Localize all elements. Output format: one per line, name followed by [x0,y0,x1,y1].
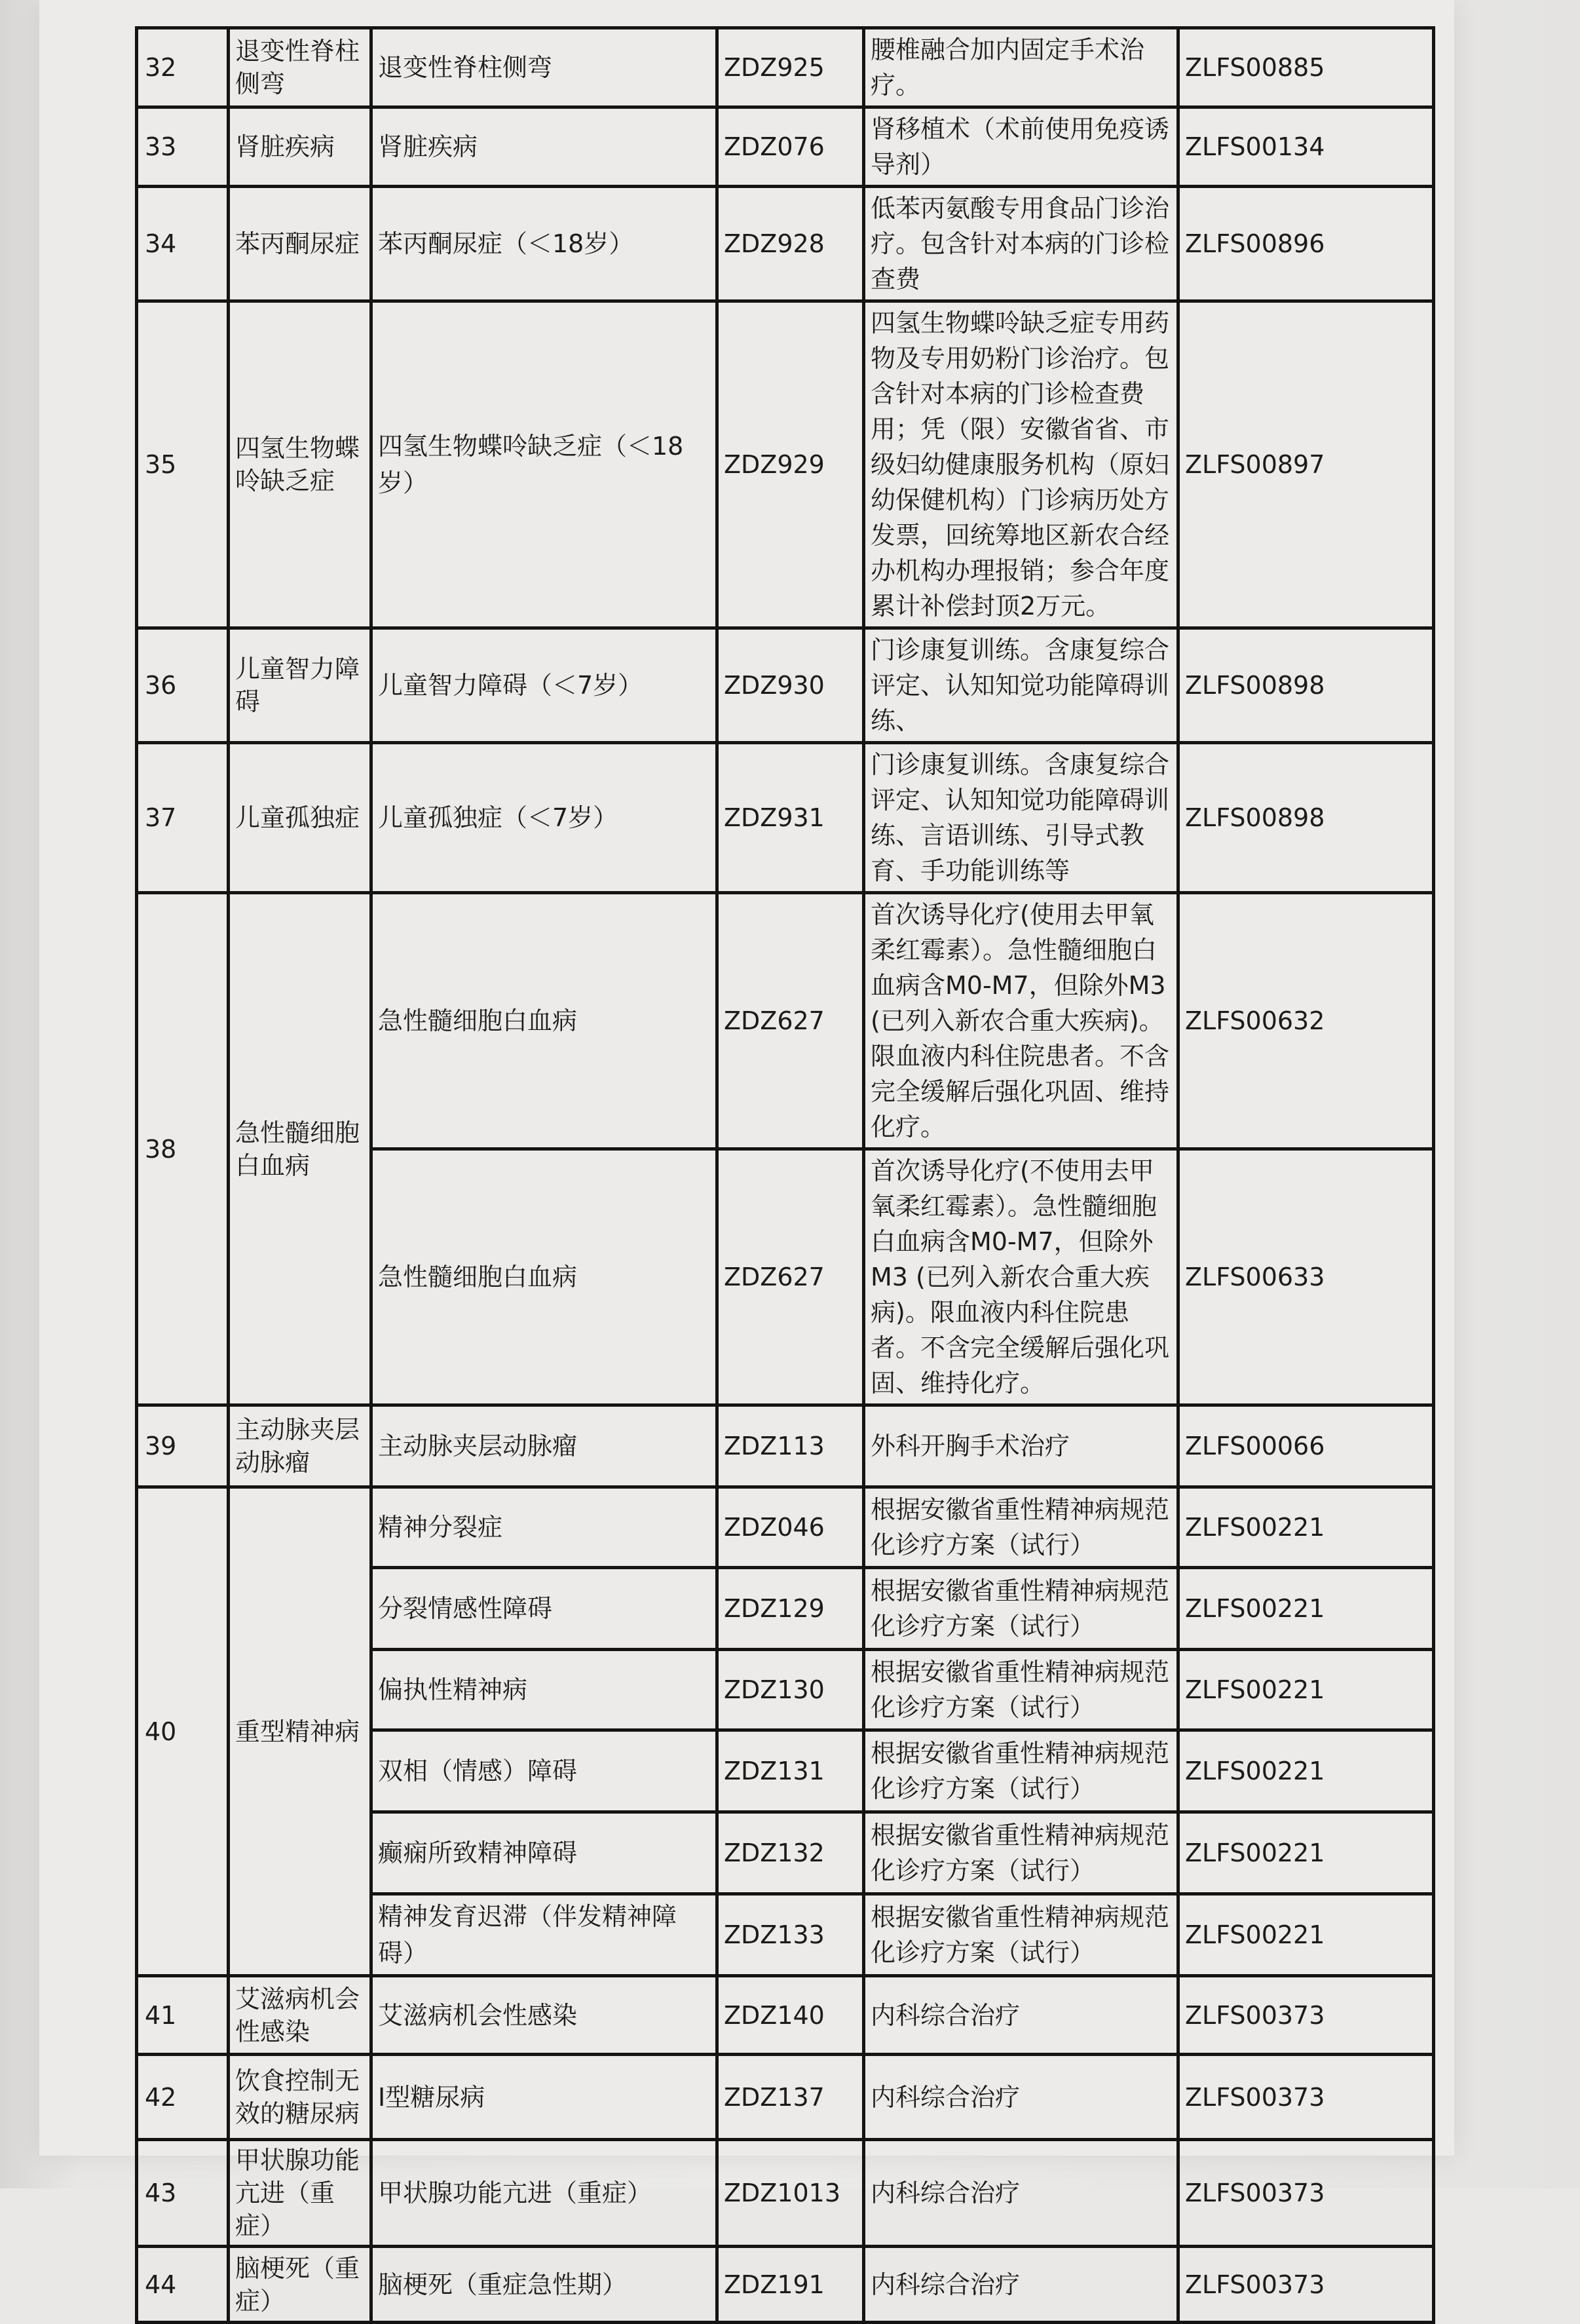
row-number: 34 [137,187,229,301]
row-number: 43 [137,2140,229,2247]
scheme-cell: 低苯丙氨酸专用食品门诊治疗。包含针对本病的门诊检查费 [864,187,1178,301]
code-cell: ZDZ131 [717,1730,864,1812]
fs-code-cell: ZLFS00221 [1178,1487,1434,1568]
disease-cell: 双相（情感）障碍 [371,1730,717,1812]
disease-cell: 苯丙酮尿症（＜18岁） [371,187,717,301]
code-cell: ZDZ132 [717,1812,864,1894]
scheme-cell: 根据安徽省重性精神病规范化诊疗方案（试行） [864,1812,1178,1894]
code-cell: ZDZ140 [717,1976,864,2055]
row-number: 38 [137,893,229,1405]
table-row [137,2055,1434,2140]
fs-code-cell: ZLFS00221 [1178,1730,1434,1812]
category-cell: 肾脏疾病 [229,107,371,187]
table-row [137,743,1434,893]
code-cell: ZDZ928 [717,187,864,301]
code-cell: ZDZ130 [717,1650,864,1730]
category-cell: 甲状腺功能亢进（重症） [229,2140,371,2247]
scheme-cell: 根据安徽省重性精神病规范化诊疗方案（试行） [864,1650,1178,1730]
row-number: 36 [137,628,229,743]
row-number: 33 [137,107,229,187]
scheme-cell: 内科综合治疗 [864,2055,1178,2140]
scheme-cell: 首次诱导化疗(不使用去甲氧柔红霉素）。急性髓细胞白血病含M0-M7，但除外M3 (已列入新农合重大疾病)。限血液内科住院患者。不含完全缓解后强化巩固、维持化疗。 [864,1149,1178,1405]
disease-cell: 分裂情感性障碍 [371,1568,717,1650]
disease-cell: 艾滋病机会性感染 [371,1976,717,2055]
table-row [137,893,1434,1149]
category-cell: 脑梗死（重症） [229,2247,371,2323]
row-number: 39 [137,1405,229,1487]
fs-code-cell: ZLFS00373 [1178,2247,1434,2323]
scheme-cell: 门诊康复训练。含康复综合评定、认知知觉功能障碍训练、言语训练、引导式教育、手功能训练等 [864,743,1178,893]
scheme-cell: 肾移植术（术前使用免疫诱导剂） [864,107,1178,187]
scheme-cell: 腰椎融合加内固定手术治疗。 [864,28,1178,107]
code-cell: ZDZ925 [717,28,864,107]
category-cell: 饮食控制无效的糖尿病 [229,2055,371,2140]
disease-cell: 急性髓细胞白血病 [371,1149,717,1405]
row-number: 40 [137,1487,229,1976]
table-row [137,628,1434,743]
code-cell: ZDZ113 [717,1405,864,1487]
disease-cell: 急性髓细胞白血病 [371,893,717,1149]
scheme-cell: 内科综合治疗 [864,1976,1178,2055]
disease-table [135,26,1435,2324]
fs-code-cell: ZLFS00898 [1178,628,1434,743]
disease-cell: 精神发育迟滞（伴发精神障碍） [371,1894,717,1976]
disease-cell: 四氢生物蝶呤缺乏症（＜18岁） [371,301,717,628]
code-cell: ZDZ046 [717,1487,864,1568]
code-cell: ZDZ930 [717,628,864,743]
scheme-cell: 内科综合治疗 [864,2247,1178,2323]
code-cell: ZDZ627 [717,1149,864,1405]
scheme-cell: 根据安徽省重性精神病规范化诊疗方案（试行） [864,1568,1178,1650]
category-cell: 退变性脊柱侧弯 [229,28,371,107]
fs-code-cell: ZLFS00373 [1178,1976,1434,2055]
table-row [137,2247,1434,2323]
fs-code-cell: ZLFS00896 [1178,187,1434,301]
row-number: 41 [137,1976,229,2055]
scheme-cell: 内科综合治疗 [864,2140,1178,2247]
disease-cell: 退变性脊柱侧弯 [371,28,717,107]
fs-code-cell: ZLFS00221 [1178,1650,1434,1730]
scheme-cell: 四氢生物蝶呤缺乏症专用药物及专用奶粉门诊治疗。包含针对本病的门诊检查费用；凭（限）安徽省省、市级妇幼健康服务机构（原妇幼保健机构）门诊病历处方发票，回统筹地区新农合经办机构办理报销；参合年度累计补偿封顶2万元。 [864,301,1178,628]
fs-code-cell: ZLFS00885 [1178,28,1434,107]
scheme-cell: 根据安徽省重性精神病规范化诊疗方案（试行） [864,1487,1178,1568]
row-number: 35 [137,301,229,628]
category-cell: 艾滋病机会性感染 [229,1976,371,2055]
disease-cell: 主动脉夹层动脉瘤 [371,1405,717,1487]
code-cell: ZDZ627 [717,893,864,1149]
code-cell: ZDZ191 [717,2247,864,2323]
table-row [137,1976,1434,2055]
code-cell: ZDZ931 [717,743,864,893]
table-row [137,187,1434,301]
fs-code-cell: ZLFS00134 [1178,107,1434,187]
fs-code-cell: ZLFS00633 [1178,1149,1434,1405]
category-cell: 主动脉夹层动脉瘤 [229,1405,371,1487]
disease-cell: 癫痫所致精神障碍 [371,1812,717,1894]
category-cell: 重型精神病 [229,1487,371,1976]
fs-code-cell: ZLFS00898 [1178,743,1434,893]
scheme-cell: 根据安徽省重性精神病规范化诊疗方案（试行） [864,1730,1178,1812]
category-cell: 苯丙酮尿症 [229,187,371,301]
disease-cell: 脑梗死（重症急性期） [371,2247,717,2323]
disease-cell: 儿童孤独症（＜7岁） [371,743,717,893]
code-cell: ZDZ1013 [717,2140,864,2247]
table-row [137,2140,1434,2247]
category-cell: 儿童孤独症 [229,743,371,893]
table-row [137,1405,1434,1487]
disease-cell: 偏执性精神病 [371,1650,717,1730]
disease-cell: 精神分裂症 [371,1487,717,1568]
code-cell: ZDZ137 [717,2055,864,2140]
code-cell: ZDZ929 [717,301,864,628]
scheme-cell: 首次诱导化疗(使用去甲氧柔红霉素）。急性髓细胞白血病含M0-M7，但除外M3 (已列入新农合重大疾病)。限血液内科住院患者。不含完全缓解后强化巩固、维持化疗。 [864,893,1178,1149]
category-cell: 四氢生物蝶呤缺乏症 [229,301,371,628]
fs-code-cell: ZLFS00632 [1178,893,1434,1149]
disease-cell: 儿童智力障碍（＜7岁） [371,628,717,743]
table-row [137,107,1434,187]
row-number: 32 [137,28,229,107]
fs-code-cell: ZLFS00066 [1178,1405,1434,1487]
disease-cell: 肾脏疾病 [371,107,717,187]
fs-code-cell: ZLFS00897 [1178,301,1434,628]
scheme-cell: 根据安徽省重性精神病规范化诊疗方案（试行） [864,1894,1178,1976]
fs-code-cell: ZLFS00373 [1178,2140,1434,2247]
fs-code-cell: ZLFS00221 [1178,1894,1434,1976]
code-cell: ZDZ076 [717,107,864,187]
disease-cell: 甲状腺功能亢进（重症） [371,2140,717,2247]
row-number: 44 [137,2247,229,2323]
scheme-cell: 门诊康复训练。含康复综合评定、认知知觉功能障碍训练、 [864,628,1178,743]
table-row [137,1487,1434,1568]
category-cell: 急性髓细胞白血病 [229,893,371,1405]
fs-code-cell: ZLFS00373 [1178,2055,1434,2140]
scheme-cell: 外科开胸手术治疗 [864,1405,1178,1487]
disease-cell: Ⅰ型糖尿病 [371,2055,717,2140]
fs-code-cell: ZLFS00221 [1178,1812,1434,1894]
row-number: 37 [137,743,229,893]
row-number: 42 [137,2055,229,2140]
fs-code-cell: ZLFS00221 [1178,1568,1434,1650]
table-row [137,301,1434,628]
code-cell: ZDZ133 [717,1894,864,1976]
table-row [137,28,1434,107]
code-cell: ZDZ129 [717,1568,864,1650]
category-cell: 儿童智力障碍 [229,628,371,743]
